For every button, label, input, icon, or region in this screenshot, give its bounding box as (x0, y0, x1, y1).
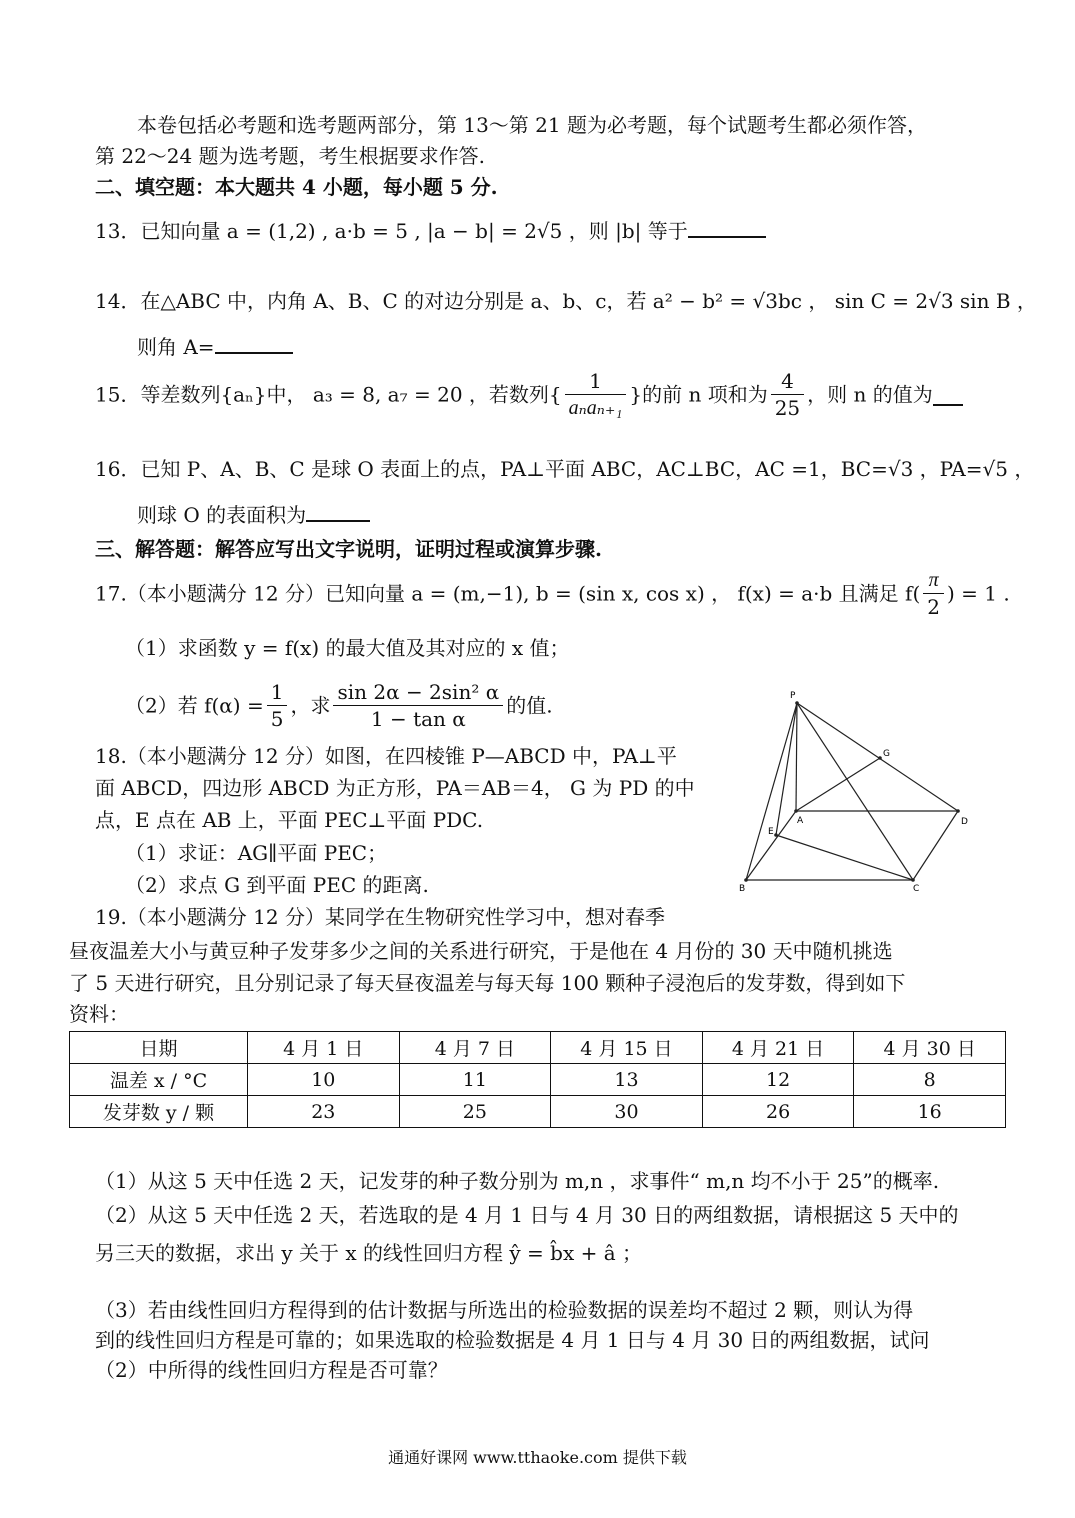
question-19-part-3-line-2: 到的线性回归方程是可靠的；如果选取的检验数据是 4 月 1 日与 4 月 30 日的两组数据，试问 (95, 1328, 930, 1352)
section-3-title: 三、解答题：解答应写出文字说明，证明过程或演算步骤. (95, 537, 602, 561)
table-cell: 温差 x / °C (70, 1064, 248, 1096)
fraction-numerator: π (923, 567, 944, 594)
table-cell: 13 (551, 1064, 703, 1096)
table-cell: 16 (854, 1096, 1006, 1128)
fraction-denominator: 1 − tan α (370, 707, 466, 731)
fraction-1-over-aa (565, 368, 627, 421)
question-16-line-1: 16．已知 P、A、B、C 是球 O 表面上的点，PA⊥平面 ABC，AC⊥BC，AC =1，BC=√3 ，PA=√5 ， (95, 457, 1035, 481)
table-cell: 12 (702, 1064, 854, 1096)
question-19-line-2: 昼夜温差大小与黄豆种子发芽多少之间的关系进行研究，于是他在 4 月份的 30 天中随机挑选 (69, 939, 893, 963)
answer-blank-16 (306, 500, 370, 522)
question-17 (95, 567, 1010, 620)
table-cell: 30 (551, 1096, 703, 1128)
fraction-numerator: 4 (771, 368, 804, 395)
table-cell: 10 (248, 1064, 400, 1096)
label-c: C (913, 884, 920, 894)
table-cell: 25 (399, 1096, 551, 1128)
question-18-line-3: 点，E 点在 AB 上，平面 PEC⊥平面 PDC. (95, 808, 484, 832)
question-18-line-1: 18.（本小题满分 12 分）如图，在四棱锥 P—ABCD 中，PA⊥平 (95, 744, 677, 768)
question-17-part-2-mid: ，求 (290, 693, 331, 718)
table-row (70, 1096, 1006, 1128)
fraction-4-over-25 (771, 368, 804, 421)
question-19-part-1: （1）从这 5 天中任选 2 天，记发芽的种子数分别为 m,n ，求事件“ m,n 均不小于 25”的概率. (95, 1169, 940, 1193)
table-cell: 4 月 21 日 (702, 1032, 854, 1064)
answer-blank-15 (933, 384, 963, 406)
edge-pe (776, 703, 797, 835)
question-15 (95, 368, 963, 421)
fraction-denominator: 25 (774, 396, 801, 420)
fraction-1-over-5 (267, 679, 288, 732)
label-p: P (790, 691, 796, 701)
question-19-line-1: 19.（本小题满分 12 分）某同学在生物研究性学习中，想对春季 (95, 905, 665, 929)
fraction-trig-expression (333, 679, 503, 732)
table-cell: 26 (702, 1096, 854, 1128)
fraction-denominator: 5 (270, 707, 284, 731)
table-cell: 4 月 1 日 (248, 1032, 400, 1064)
question-17-part-2-post: 的值. (506, 693, 553, 718)
fraction-pi-over-2 (923, 567, 944, 620)
pyramid-figure (730, 688, 980, 898)
label-a: A (797, 816, 804, 826)
question-19-part-3-line-3: （2）中所得的线性回归方程是否可靠？ (95, 1358, 448, 1382)
question-19-part-3-line-1: （3）若由线性回归方程得到的估计数据与所选出的检验数据的误差均不超过 2 颗，则认为得 (95, 1298, 914, 1322)
edge-ab (746, 811, 796, 880)
question-18-line-2: 面 ABCD，四边形 ABCD 为正方形，PA＝AB＝4， G 为 PD 的中 (95, 776, 695, 800)
answer-blank-14 (215, 332, 293, 354)
section-2-title: 二、填空题：本大题共 4 小题，每小题 5 分. (95, 175, 498, 199)
fraction-denominator: aₙaₙ₊₁ (568, 397, 623, 419)
edge-pb (746, 703, 797, 880)
question-17-part-2-pre: （2）若 f(α) = (125, 693, 264, 718)
question-17-part-2 (125, 679, 553, 732)
label-b: B (739, 884, 746, 894)
table-cell: 8 (854, 1064, 1006, 1096)
question-19-part-2-line-2: 另三天的数据，求出 y 关于 x 的线性回归方程 ŷ = b̂x + â ； (95, 1241, 642, 1265)
question-15-mid: }的前 n 项和为 (629, 382, 768, 407)
table-cell: 4 月 15 日 (551, 1032, 703, 1064)
question-19-line-3: 了 5 天进行研究，且分别记录了每天昼夜温差与每天每 100 颗种子浸泡后的发芽数，得到如下 (69, 971, 906, 995)
segment-ec (776, 835, 913, 880)
question-17-pre: 17.（本小题满分 12 分）已知向量 a = (m,−1), b = (sin x, cos x) ， f(x) = a·b 且满足 f( (95, 581, 921, 606)
question-13-text: 13．已知向量 a = (1,2) , a·b = 5 , |a − b| = 2√5 ，则 |b| 等于 (95, 219, 688, 243)
label-d: D (961, 817, 968, 827)
question-15-post: ，则 n 的值为 (807, 382, 933, 407)
intro-line-2: 第 22～24 题为选考题，考生根据要求作答. (95, 144, 485, 168)
edge-cd (913, 811, 958, 880)
question-19-part-2-line-1: （2）从这 5 天中任选 2 天，若选取的是 4 月 1 日与 4 月 30 日的两组数据，请根据这 5 天中的 (95, 1203, 959, 1227)
table-row (70, 1064, 1006, 1096)
question-16-line-2 (137, 500, 370, 529)
label-e: E (768, 827, 774, 837)
question-14-line-1: 14．在△ABC 中，内角 A、B、C 的对边分别是 a、b、c，若 a² − b² = √3bc ， sin C = 2√3 sin B ， (95, 289, 1037, 313)
table-cell: 日期 (70, 1032, 248, 1064)
fraction-denominator: 2 (927, 595, 940, 619)
table-cell: 4 月 7 日 (399, 1032, 551, 1064)
fraction-numerator: 1 (267, 679, 288, 706)
table-cell: 11 (399, 1064, 551, 1096)
table-row (70, 1032, 1006, 1064)
edge-pc (797, 703, 913, 880)
table-cell: 发芽数 y / 颗 (70, 1096, 248, 1128)
label-g: G (883, 749, 890, 759)
question-13 (95, 216, 766, 245)
answer-blank-13 (688, 216, 766, 238)
question-19-line-4: 资料： (69, 1002, 129, 1026)
question-14-text: 则角 A= (137, 335, 215, 359)
question-18-part-2: （2）求点 G 到平面 PEC 的距离. (125, 873, 429, 897)
fraction-numerator: sin 2α − 2sin² α (333, 679, 503, 706)
question-18-part-1: （1）求证：AG∥平面 PEC； (125, 841, 388, 865)
footer-source: 通通好课网 www.tthaoke.com 提供下载 (388, 1448, 687, 1467)
data-table (69, 1031, 1006, 1128)
question-15-pre: 15．等差数列{aₙ}中， a₃ = 8, a₇ = 20 ，若数列{ (95, 382, 562, 407)
question-16-text: 则球 O 的表面积为 (137, 503, 307, 527)
question-14-line-2 (137, 332, 293, 361)
table-cell: 4 月 30 日 (854, 1032, 1006, 1064)
fraction-numerator: 1 (565, 368, 627, 395)
table-cell: 23 (248, 1096, 400, 1128)
edge-pa (796, 703, 797, 811)
question-17-post: ) = 1 . (946, 581, 1010, 606)
question-17-part-1: （1）求函数 y = f(x) 的最大值及其对应的 x 值； (125, 636, 570, 660)
intro-line-1: 本卷包括必考题和选考题两部分，第 13～第 21 题为必考题，每个试题考生都必须作答， (137, 113, 927, 137)
